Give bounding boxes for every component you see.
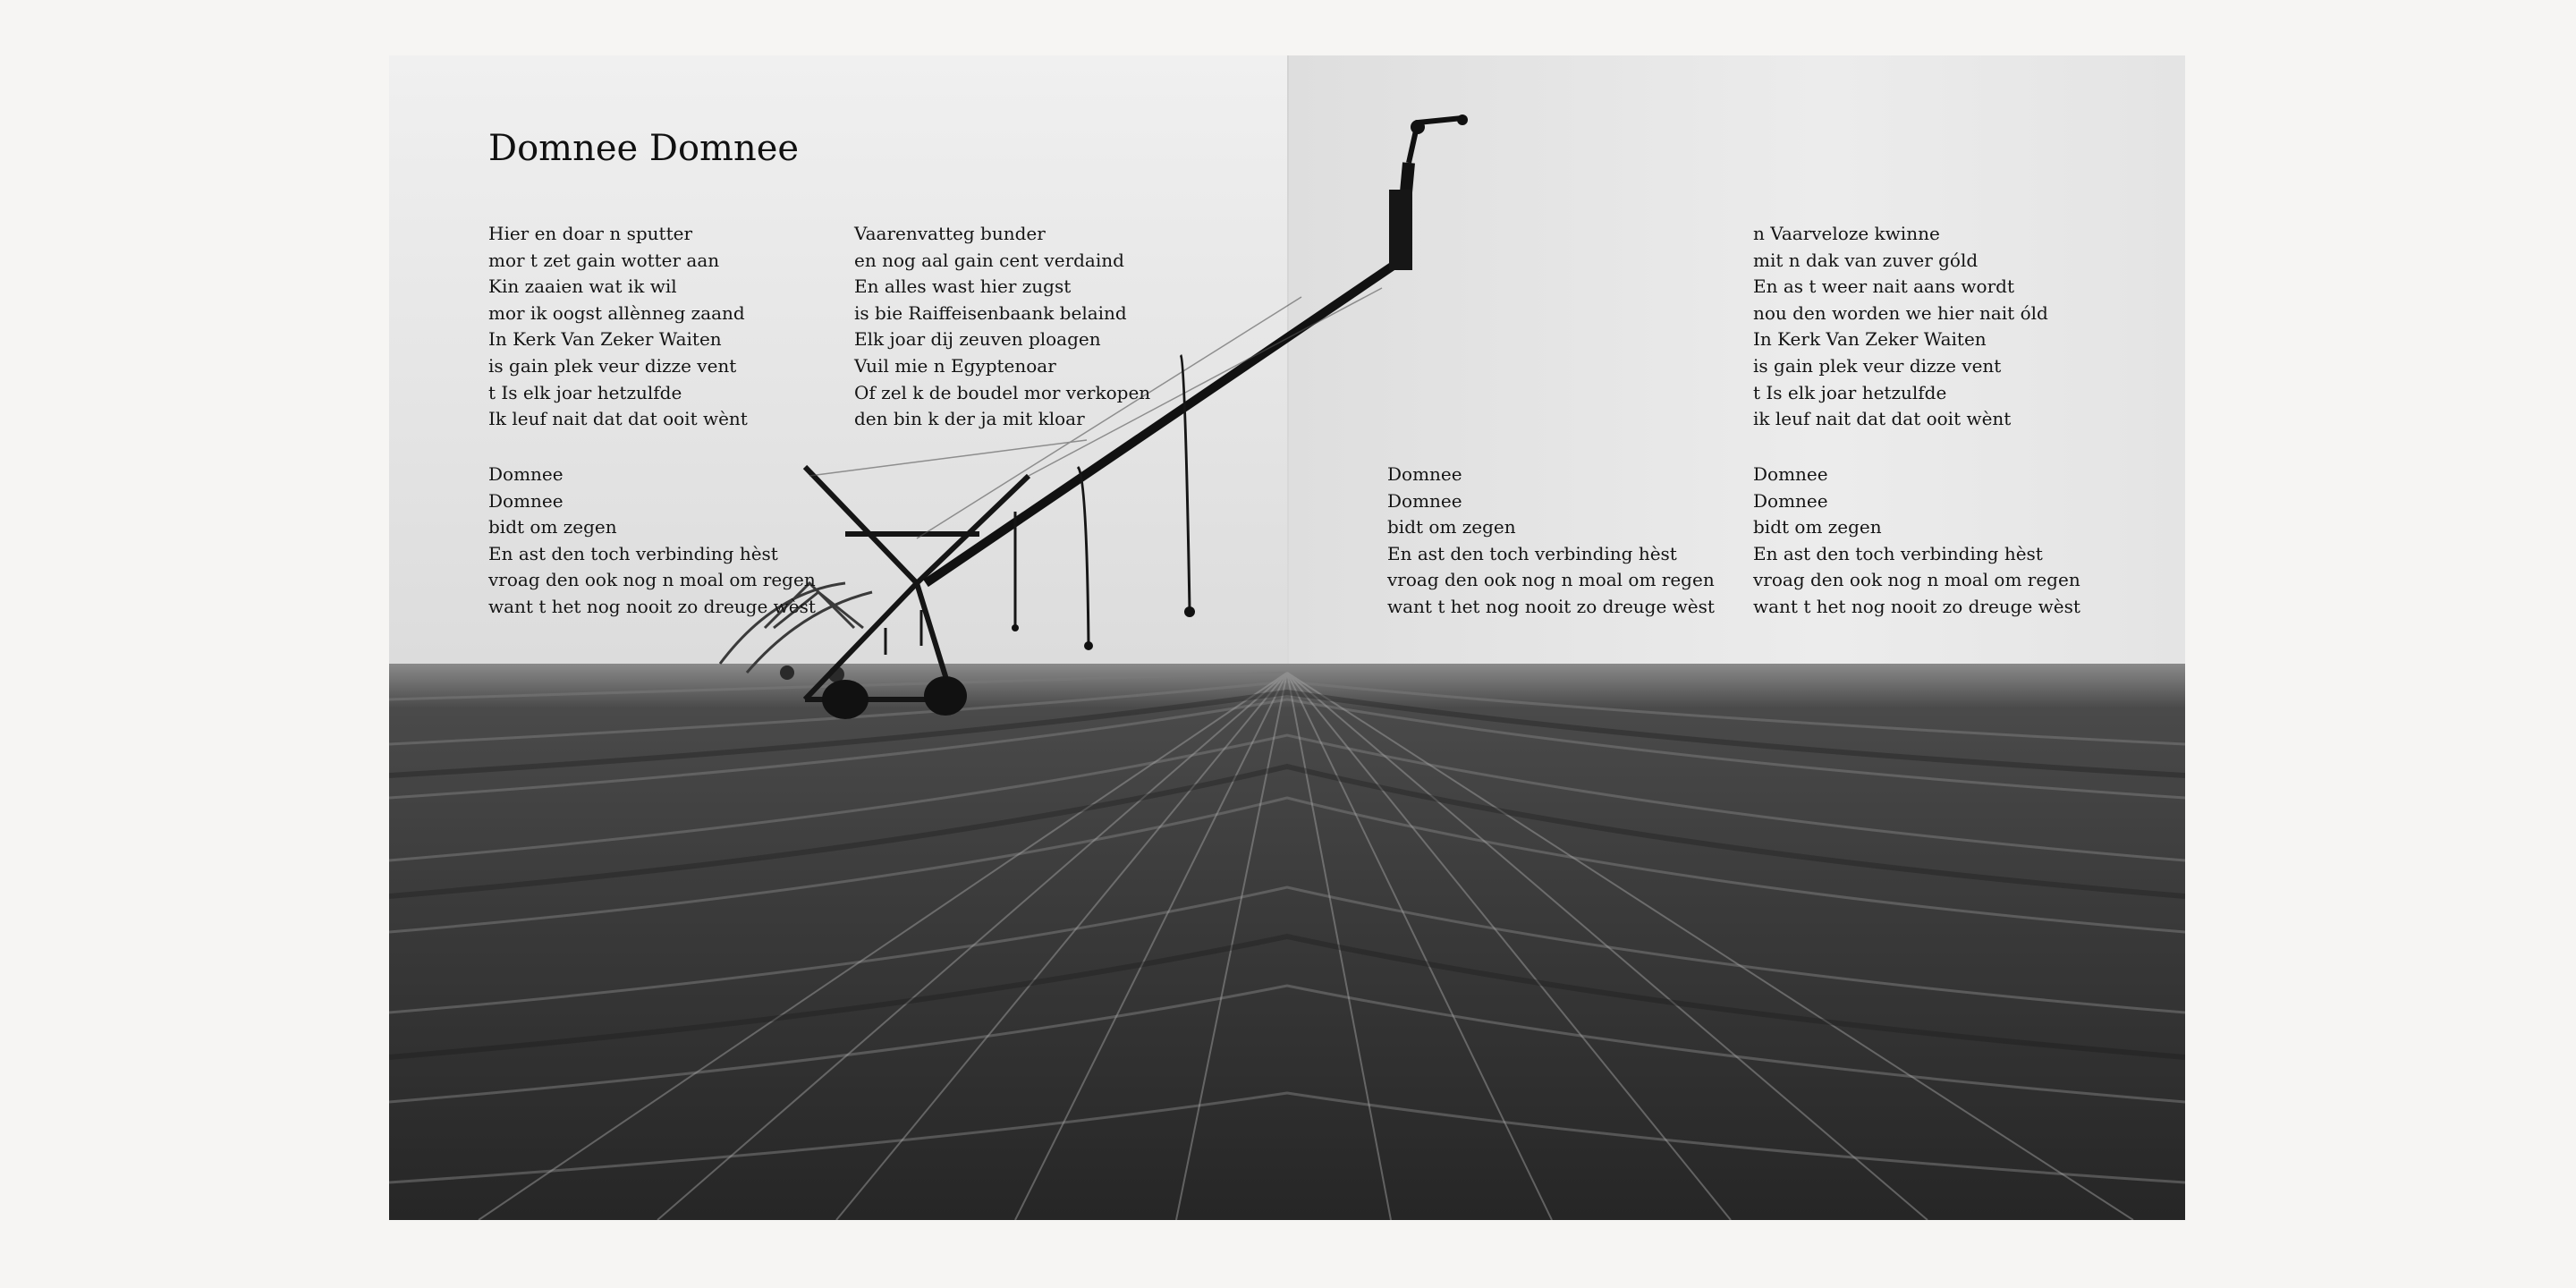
- poem-line: is gain plek veur dizze vent: [488, 354, 737, 377]
- poem-line: Vaarenvatteg bunder: [854, 223, 1046, 244]
- poem-line: Hier en doar n sputter: [488, 223, 693, 244]
- stanza-left-top: [488, 221, 748, 433]
- poem-line: Domnee: [488, 463, 564, 485]
- poem-line: ik leuf nait dat dat ooit wènt: [1753, 408, 2012, 430]
- poem-line: In Kerk Van Zeker Waiten: [1753, 328, 1987, 351]
- poem-line: nou den worden we hier nait óld: [1753, 301, 2048, 324]
- poem-line: Kin zaaien wat ik wil: [488, 275, 677, 298]
- poem-line: En alles wast hier zugst: [854, 275, 1072, 298]
- poem-line: Domnee: [488, 489, 564, 512]
- poem-line: is bie Raiffeisenbaank belaind: [854, 301, 1127, 324]
- chorus-center: [1387, 462, 1715, 621]
- poem-line: en nog aal gain cent verdaind: [854, 249, 1124, 271]
- poem-line: Domnee: [1387, 489, 1462, 512]
- poem-line: want t het nog nooit zo dreuge wèst: [1753, 595, 2080, 617]
- poem-line: is gain plek veur dizze vent: [1753, 354, 2002, 377]
- chorus-left: [488, 462, 816, 621]
- poem-line: want t het nog nooit zo dreuge wèst: [488, 595, 816, 617]
- poem-line: Elk joar dij zeuven ploagen: [854, 328, 1101, 351]
- poem-line: En ast den toch verbinding hèst: [1387, 542, 1677, 564]
- poem-line: En ast den toch verbinding hèst: [1753, 542, 2043, 564]
- poem-line: Vuil mie n Egyptenoar: [854, 354, 1056, 377]
- stanza-middle-top: [854, 221, 1150, 433]
- poem-line: bidt om zegen: [1753, 516, 1882, 538]
- poem-line: n Vaarveloze kwinne: [1753, 223, 1940, 244]
- poem-line: bidt om zegen: [488, 516, 617, 538]
- poem-line: mor ik oogst allènneg zaand: [488, 301, 745, 324]
- poem-line: Domnee: [1753, 489, 1828, 512]
- poem-line: Ik leuf nait dat dat ooit wènt: [488, 408, 748, 430]
- poem-line: t Is elk joar hetzulfde: [1753, 381, 1947, 403]
- poem-line: Domnee: [1387, 463, 1462, 485]
- poem-line: Of zel k de boudel mor verkopen: [854, 381, 1151, 403]
- chorus-right: [1753, 462, 2080, 621]
- page-fold: [1287, 55, 1289, 664]
- poem-line: En as t weer nait aans wordt: [1753, 275, 2014, 298]
- poem-line: den bin k der ja mit kloar: [854, 408, 1085, 430]
- poem-line: t Is elk joar hetzulfde: [488, 381, 682, 403]
- stanza-right-top: [1753, 221, 2048, 433]
- poem-line: vroag den ook nog n moal om regen: [488, 569, 816, 591]
- poem-line: mor t zet gain wotter aan: [488, 249, 720, 271]
- poem-line: Domnee: [1753, 463, 1828, 485]
- poem-line: In Kerk Van Zeker Waiten: [488, 328, 722, 351]
- poem-line: want t het nog nooit zo dreuge wèst: [1387, 595, 1715, 617]
- poem-line: vroag den ook nog n moal om regen: [1387, 569, 1715, 591]
- book-spread: [389, 55, 2185, 1220]
- poem-line: En ast den toch verbinding hèst: [488, 542, 778, 564]
- poem-line: mit n dak van zuver góld: [1753, 249, 1979, 271]
- poem-title: Domnee Domnee: [488, 128, 800, 169]
- poem-line: bidt om zegen: [1387, 516, 1516, 538]
- poem-line: vroag den ook nog n moal om regen: [1753, 569, 2080, 591]
